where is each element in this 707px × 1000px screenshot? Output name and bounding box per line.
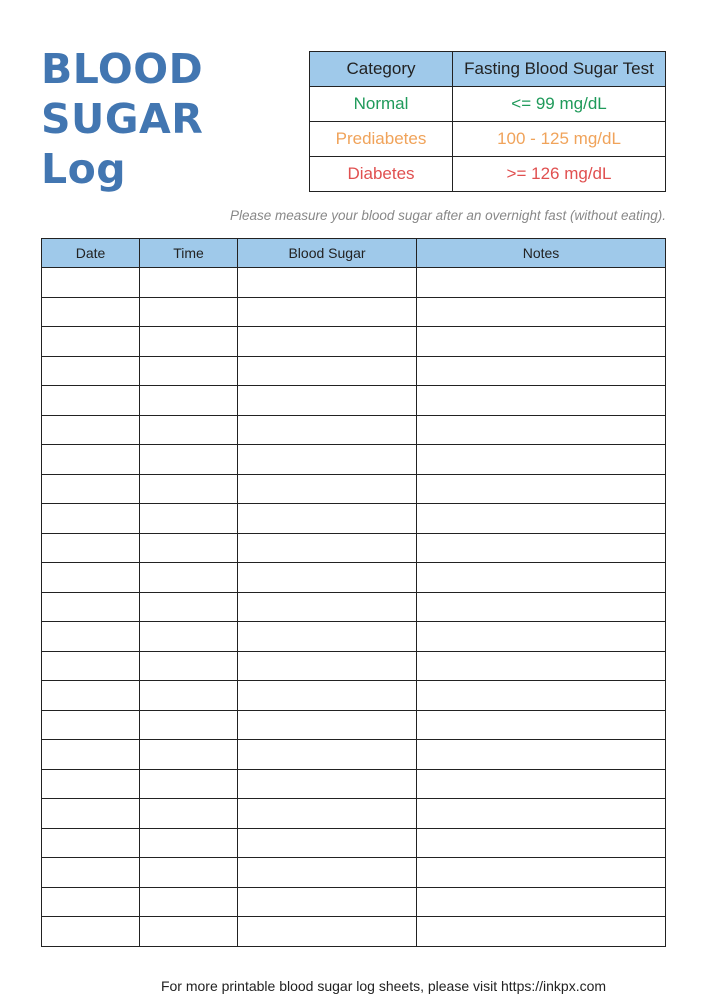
instruction-note: Please measure your blood sugar after an overnight fast (without eating). [230,208,666,223]
date-cell[interactable] [42,415,140,445]
blood-sugar-cell[interactable] [238,563,417,593]
blood-sugar-cell[interactable] [238,740,417,770]
notes-cell[interactable] [417,327,666,357]
date-cell[interactable] [42,740,140,770]
reference-header-test: Fasting Blood Sugar Test [453,52,666,87]
log-table [41,238,666,947]
reference-header-category: Category [310,52,453,87]
blood-sugar-cell[interactable] [238,681,417,711]
category-prediabetes: Prediabetes [310,122,453,157]
notes-cell[interactable] [417,858,666,888]
table-row [42,681,666,711]
table-row [42,799,666,829]
time-cell[interactable] [140,769,238,799]
header-date: Date [42,239,140,268]
notes-cell[interactable] [417,533,666,563]
blood-sugar-cell[interactable] [238,504,417,534]
footer-text: For more printable blood sugar log sheets, please visit https://inkpx.com [160,978,607,994]
blood-sugar-cell[interactable] [238,297,417,327]
date-cell[interactable] [42,533,140,563]
blood-sugar-cell[interactable] [238,474,417,504]
blood-sugar-cell[interactable] [238,533,417,563]
time-cell[interactable] [140,268,238,298]
time-cell[interactable] [140,858,238,888]
notes-cell[interactable] [417,769,666,799]
header-time: Time [140,239,238,268]
title-line-3: Log [41,145,127,193]
date-cell[interactable] [42,681,140,711]
reference-header-row [310,52,666,87]
date-cell[interactable] [42,799,140,829]
notes-cell[interactable] [417,710,666,740]
time-cell[interactable] [140,710,238,740]
time-cell[interactable] [140,563,238,593]
date-cell[interactable] [42,445,140,475]
notes-cell[interactable] [417,268,666,298]
notes-cell[interactable] [417,386,666,416]
date-cell[interactable] [42,622,140,652]
notes-cell[interactable] [417,681,666,711]
table-row [42,740,666,770]
blood-sugar-cell[interactable] [238,622,417,652]
page-title [41,44,203,194]
blood-sugar-cell[interactable] [238,887,417,917]
table-row [42,297,666,327]
log-header-row [42,239,666,268]
notes-cell[interactable] [417,415,666,445]
date-cell[interactable] [42,327,140,357]
range-prediabetes: 100 - 125 mg/dL [453,122,666,157]
blood-sugar-cell[interactable] [238,917,417,947]
blood-sugar-cell[interactable] [238,445,417,475]
date-cell[interactable] [42,268,140,298]
time-cell[interactable] [140,799,238,829]
title-line-1: BLOOD [41,45,204,93]
blood-sugar-cell[interactable] [238,651,417,681]
table-row [42,386,666,416]
title-line-2: SUGAR [41,95,204,143]
date-cell[interactable] [42,563,140,593]
table-row [42,268,666,298]
time-cell[interactable] [140,445,238,475]
notes-cell[interactable] [417,356,666,386]
category-normal: Normal [310,87,453,122]
blood-sugar-cell[interactable] [238,327,417,357]
table-row [42,474,666,504]
notes-cell[interactable] [417,887,666,917]
notes-cell[interactable] [417,297,666,327]
time-cell[interactable] [140,592,238,622]
table-row [42,356,666,386]
blood-sugar-cell[interactable] [238,356,417,386]
table-row [42,327,666,357]
date-cell[interactable] [42,887,140,917]
time-cell[interactable] [140,828,238,858]
time-cell[interactable] [140,415,238,445]
blood-sugar-cell[interactable] [238,592,417,622]
reference-row-normal [310,87,666,122]
date-cell[interactable] [42,769,140,799]
blood-sugar-cell[interactable] [238,769,417,799]
date-cell[interactable] [42,710,140,740]
notes-cell[interactable] [417,504,666,534]
table-row [42,504,666,534]
blood-sugar-cell[interactable] [238,415,417,445]
notes-cell[interactable] [417,799,666,829]
time-cell[interactable] [140,327,238,357]
time-cell[interactable] [140,681,238,711]
notes-cell[interactable] [417,474,666,504]
date-cell[interactable] [42,504,140,534]
table-row [42,445,666,475]
date-cell[interactable] [42,828,140,858]
date-cell[interactable] [42,858,140,888]
time-cell[interactable] [140,651,238,681]
notes-cell[interactable] [417,622,666,652]
range-diabetes: >= 126 mg/dL [453,157,666,192]
date-cell[interactable] [42,297,140,327]
date-cell[interactable] [42,356,140,386]
notes-cell[interactable] [417,563,666,593]
blood-sugar-cell[interactable] [238,268,417,298]
time-cell[interactable] [140,533,238,563]
time-cell[interactable] [140,297,238,327]
header-notes: Notes [417,239,666,268]
date-cell[interactable] [42,386,140,416]
date-cell[interactable] [42,651,140,681]
blood-sugar-cell[interactable] [238,799,417,829]
notes-cell[interactable] [417,828,666,858]
notes-cell[interactable] [417,445,666,475]
table-row [42,622,666,652]
notes-cell[interactable] [417,651,666,681]
header-blood-sugar: Blood Sugar [238,239,417,268]
blood-sugar-cell[interactable] [238,858,417,888]
reference-row-prediabetes [310,122,666,157]
time-cell[interactable] [140,917,238,947]
table-row [42,651,666,681]
table-row [42,533,666,563]
blood-sugar-cell[interactable] [238,710,417,740]
date-cell[interactable] [42,917,140,947]
time-cell[interactable] [140,504,238,534]
reference-row-diabetes [310,157,666,192]
notes-cell[interactable] [417,917,666,947]
time-cell[interactable] [140,887,238,917]
log-body [42,268,666,947]
blood-sugar-cell[interactable] [238,386,417,416]
table-row [42,592,666,622]
table-row [42,917,666,947]
time-cell[interactable] [140,622,238,652]
time-cell[interactable] [140,386,238,416]
table-row [42,828,666,858]
table-row [42,769,666,799]
time-cell[interactable] [140,356,238,386]
time-cell[interactable] [140,740,238,770]
table-row [42,858,666,888]
table-row [42,563,666,593]
category-diabetes: Diabetes [310,157,453,192]
date-cell[interactable] [42,474,140,504]
time-cell[interactable] [140,474,238,504]
range-normal: <= 99 mg/dL [453,87,666,122]
table-row [42,415,666,445]
blood-sugar-cell[interactable] [238,828,417,858]
notes-cell[interactable] [417,740,666,770]
date-cell[interactable] [42,592,140,622]
table-row [42,710,666,740]
reference-table [309,51,666,192]
table-row [42,887,666,917]
notes-cell[interactable] [417,592,666,622]
